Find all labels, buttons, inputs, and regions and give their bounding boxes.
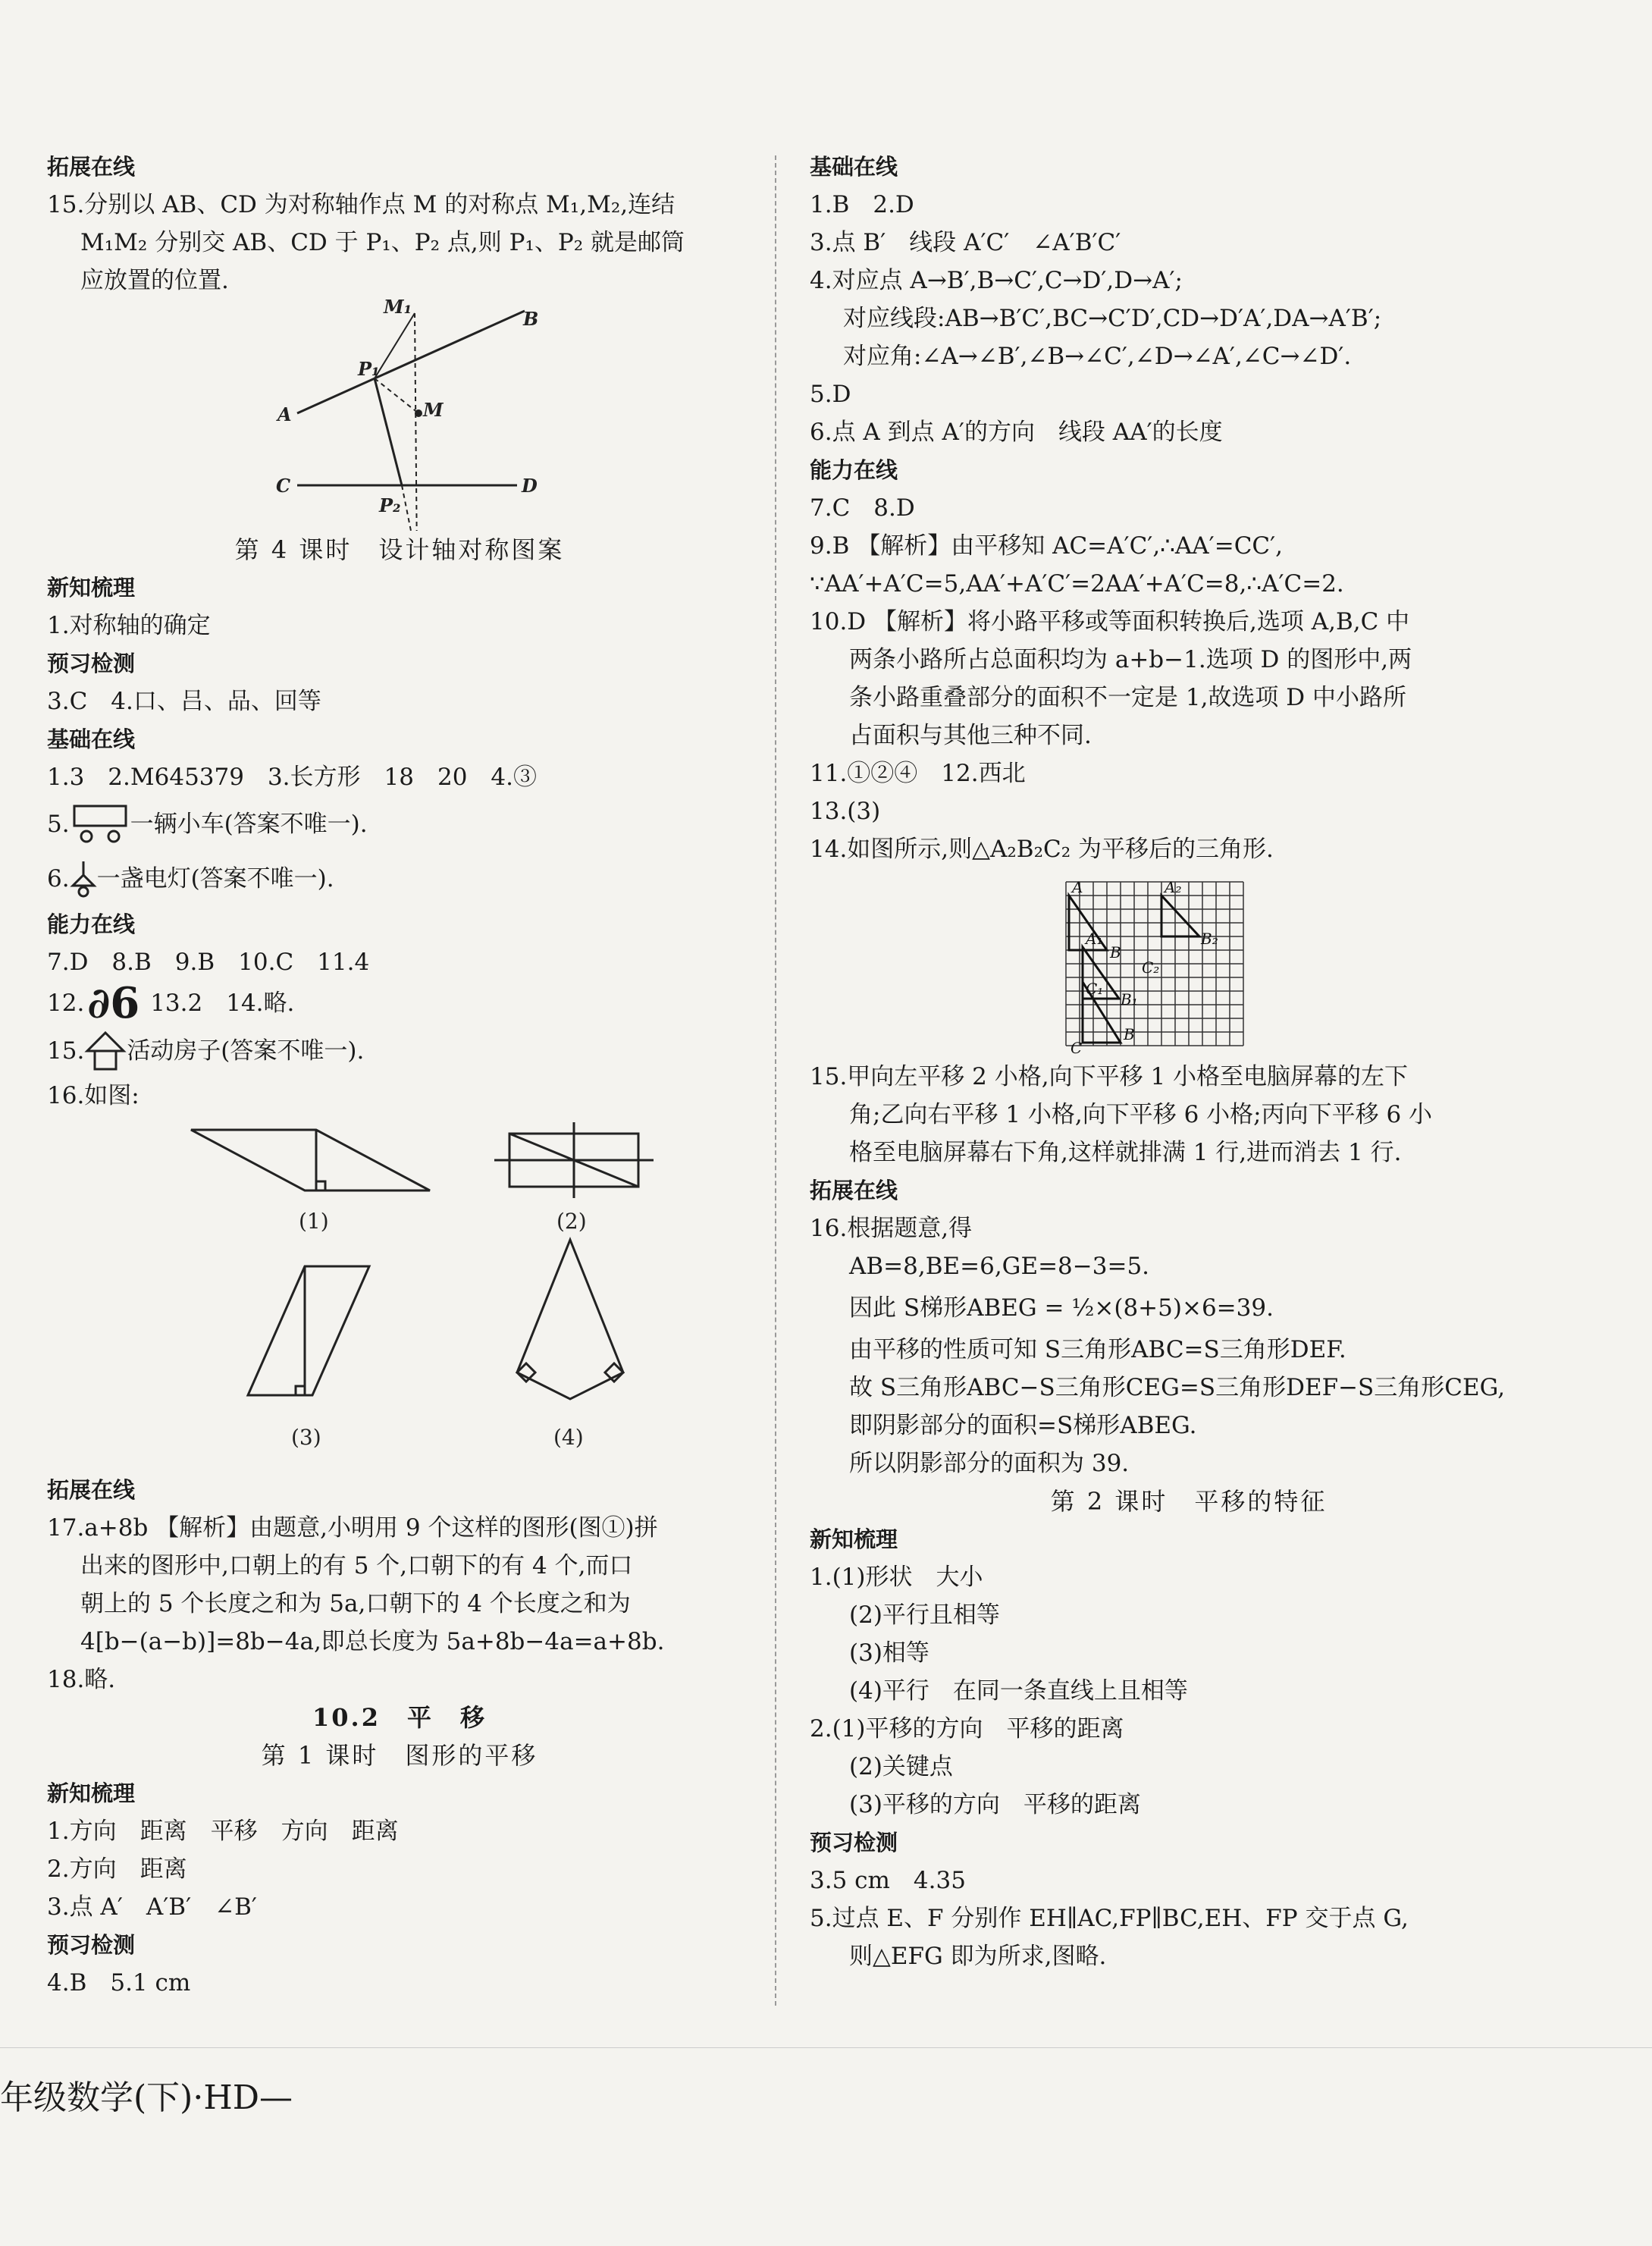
answer-line: 朝上的 5 个长度之和为 5a,口朝下的 4 个长度之和为 xyxy=(80,1590,631,1617)
translation-grid-figure xyxy=(810,868,1568,1058)
answer-line: 7.C 8.D xyxy=(810,494,915,522)
answer-line-12 xyxy=(47,978,752,1028)
item-number: 6. xyxy=(47,865,70,892)
section-heading: 能力在线 xyxy=(47,911,136,937)
label-m: M xyxy=(423,399,444,421)
label-d: D xyxy=(522,475,538,497)
grid-label: C₁ xyxy=(1086,980,1104,998)
answer-line: 则△EFG 即为所求,图略. xyxy=(849,1943,1107,1970)
answer-line: 对应线段:AB→B′C′,BC→C′D′,CD→D′A′,DA→A′B′; xyxy=(843,305,1382,332)
label-b: B xyxy=(523,308,539,330)
label-p2: P₂ xyxy=(379,494,401,516)
answer-text: 13.2 14.略. xyxy=(150,990,295,1017)
answer-line: 4[b−(a−b)]=8b−4a,即总长度为 5a+8b−4a=a+8b. xyxy=(80,1628,665,1655)
answer-line: ∵AA′+A′C=5,AA′+A′C′=2AA′+A′C=8,∴A′C=2. xyxy=(810,570,1344,598)
label-p1: P₁ xyxy=(358,358,380,380)
label-a: A xyxy=(277,403,292,425)
answer-line: 角;乙向右平移 1 小格,向下平移 6 小格;丙向下平移 6 小 xyxy=(849,1101,1433,1128)
section-heading: 新知梳理 xyxy=(810,1526,898,1552)
answer-line: (4)平行 在同一条直线上且相等 xyxy=(849,1677,1188,1705)
grid-label: C₂ xyxy=(1142,958,1160,977)
answer-line: 13.(3) xyxy=(810,798,881,825)
answer-line: 9.B 【解析】由平移知 AC=A′C′,∴AA′=CC′, xyxy=(810,532,1284,560)
answer-line: 应放置的位置. xyxy=(80,267,229,294)
lamp-icon xyxy=(70,860,97,898)
right-column xyxy=(810,148,1568,1975)
answer-line: 5.过点 E、F 分别作 EH∥AC,FP∥BC,EH、FP 交于点 G, xyxy=(810,1905,1409,1932)
answer-line: 3.点 B′ 线段 A′C′ ∠A′B′C′ xyxy=(810,229,1121,256)
answer-line: 3.C 4.口、吕、品、回等 xyxy=(47,688,321,715)
grid-label: B xyxy=(1110,943,1121,961)
shapes-figure xyxy=(47,1115,752,1471)
answer-line: 16.如图: xyxy=(47,1082,139,1109)
answer-line: 15.甲向左平移 2 小格,向下平移 1 小格至电脑屏幕的左下 xyxy=(810,1063,1409,1090)
answer-line: 占面积与其他三种不同. xyxy=(849,722,1092,749)
answer-line: AB=8,BE=6,GE=8−3=5. xyxy=(849,1253,1150,1280)
section-heading: 拓展在线 xyxy=(47,154,136,180)
answer-text: 活动房子(答案不唯一). xyxy=(127,1037,365,1065)
answer-line: 故 S三角形ABC−S三角形CEG=S三角形DEF−S三角形CEG, xyxy=(849,1374,1506,1401)
lesson-title: 第 4 课时 设计轴对称图案 xyxy=(234,535,565,564)
answer-line: 17.a+8b 【解析】由题意,小明用 9 个这样的图形(图①)拼 xyxy=(47,1514,658,1542)
answer-line: 出来的图形中,口朝上的有 5 个,口朝下的有 4 个,而口 xyxy=(80,1552,633,1579)
chapter-title: 10.2 平 移 xyxy=(312,1703,487,1732)
caption-1: (1) xyxy=(299,1209,329,1234)
grid-label: C xyxy=(1071,1039,1083,1057)
grid-label: B₂ xyxy=(1201,930,1218,948)
column-divider xyxy=(775,155,776,2006)
answer-line: (2)关键点 xyxy=(849,1753,953,1780)
left-column xyxy=(47,148,752,2002)
answer-line-lamp xyxy=(47,852,752,905)
item-number: 15. xyxy=(47,1037,85,1065)
item-number: 12. xyxy=(47,990,85,1017)
section-heading: 能力在线 xyxy=(810,457,898,483)
answer-line: 两条小路所占总面积均为 a+b−1.选项 D 的图形中,两 xyxy=(849,646,1412,673)
answer-line: 1.(1)形状 大小 xyxy=(810,1564,983,1591)
section-heading: 预习检测 xyxy=(810,1830,898,1855)
section-heading: 基础在线 xyxy=(47,726,136,752)
section-heading: 预习检测 xyxy=(47,651,136,676)
grid-label: B xyxy=(1124,1025,1135,1043)
answer-line: 3.点 A′ A′B′ ∠B′ xyxy=(47,1893,257,1921)
answer-line: 14.如图所示,则△A₂B₂C₂ 为平移后的三角形. xyxy=(810,836,1274,863)
answer-line: M₁M₂ 分别交 AB、CD 于 P₁、P₂ 点,则 P₁、P₂ 就是邮筒 xyxy=(80,229,685,256)
label-c: C xyxy=(276,475,291,497)
answer-line: 4.对应点 A→B′,B→C′,C→D′,D→A′; xyxy=(810,267,1183,294)
answer-line-house xyxy=(47,1025,752,1077)
lesson-title: 第 1 课时 图形的平移 xyxy=(261,1741,538,1770)
answer-line: 10.D 【解析】将小路平移或等面积转换后,选项 A,B,C 中 xyxy=(810,608,1410,635)
section-heading: 拓展在线 xyxy=(47,1477,136,1503)
answer-line: 4.B 5.1 cm xyxy=(47,1969,191,1997)
grid-label: A xyxy=(1072,878,1083,896)
car-icon xyxy=(70,801,130,847)
answer-line: 15.分别以 AB、CD 为对称轴作点 M 的对称点 M₁,M₂,连结 xyxy=(47,191,676,218)
answer-text: 一辆小车(答案不唯一). xyxy=(130,811,368,838)
grid-label: A₁ xyxy=(1086,930,1103,948)
answer-line: 6.点 A 到点 A′的方向 线段 AA′的长度 xyxy=(810,419,1223,446)
answer-line: (3)平移的方向 平移的距离 xyxy=(849,1791,1141,1818)
answer-line-car xyxy=(47,796,752,852)
answer-line: 1.方向 距离 平移 方向 距离 xyxy=(47,1818,399,1845)
section-heading: 新知梳理 xyxy=(47,575,136,601)
answer-line: 即阴影部分的面积=S梯形ABEG. xyxy=(849,1412,1197,1439)
house-icon xyxy=(84,1030,127,1072)
answer-line: 由平移的性质可知 S三角形ABC=S三角形DEF. xyxy=(849,1336,1346,1363)
answer-line: 条小路重叠部分的面积不一定是 1,故选项 D 中小路所 xyxy=(849,684,1406,711)
answer-line: 7.D 8.B 9.B 10.C 11.4 xyxy=(47,949,370,976)
section-heading: 新知梳理 xyxy=(47,1780,136,1806)
label-m1: M₁ xyxy=(384,300,412,318)
symmetric-glyph: ∂6 xyxy=(87,978,140,1028)
lesson-title: 第 2 课时 平移的特征 xyxy=(1050,1487,1328,1516)
answer-line: 2.(1)平移的方向 平移的距离 xyxy=(810,1715,1124,1743)
answer-line: 1.对称轴的确定 xyxy=(47,612,211,639)
answer-line: 所以阴影部分的面积为 39. xyxy=(849,1450,1130,1477)
answer-line: 2.方向 距离 xyxy=(47,1855,187,1883)
page-footer: 年级数学(下)·HD— xyxy=(0,2078,293,2117)
caption-3: (3) xyxy=(291,1425,321,1450)
section-heading: 基础在线 xyxy=(810,154,898,180)
grid-label: A₂ xyxy=(1165,878,1182,896)
answer-line: 1.3 2.M645379 3.长方形 18 20 4.③ xyxy=(47,764,538,791)
answer-text: 一盏电灯(答案不唯一). xyxy=(96,865,334,892)
caption-4: (4) xyxy=(553,1425,584,1450)
answer-line: 18.略. xyxy=(47,1666,116,1693)
answer-line: 5.D xyxy=(810,381,851,408)
grid-label: B₁ xyxy=(1121,990,1138,1009)
answer-line: (2)平行且相等 xyxy=(849,1601,1000,1629)
item-number: 5. xyxy=(47,811,70,838)
answer-line: 因此 S梯形ABEG = ½×(8+5)×6=39. xyxy=(849,1294,1274,1322)
answer-line: 16.根据题意,得 xyxy=(810,1215,973,1242)
caption-2: (2) xyxy=(556,1209,587,1234)
section-heading: 预习检测 xyxy=(47,1932,136,1958)
footer-rule xyxy=(0,2047,1652,2048)
answer-line: 3.5 cm 4.35 xyxy=(810,1867,966,1894)
answer-line: 11.①②④ 12.西北 xyxy=(810,760,1026,787)
section-heading: 拓展在线 xyxy=(810,1178,898,1203)
answer-line: 格至电脑屏幕右下角,这样就排满 1 行,进而消去 1 行. xyxy=(849,1139,1402,1166)
symmetry-figure xyxy=(47,300,752,531)
answer-line: 对应角:∠A→∠B′,∠B→∠C′,∠D→∠A′,∠C→∠D′. xyxy=(843,343,1352,370)
answer-line: 1.B 2.D xyxy=(810,191,914,218)
answer-line: (3)相等 xyxy=(849,1639,929,1667)
